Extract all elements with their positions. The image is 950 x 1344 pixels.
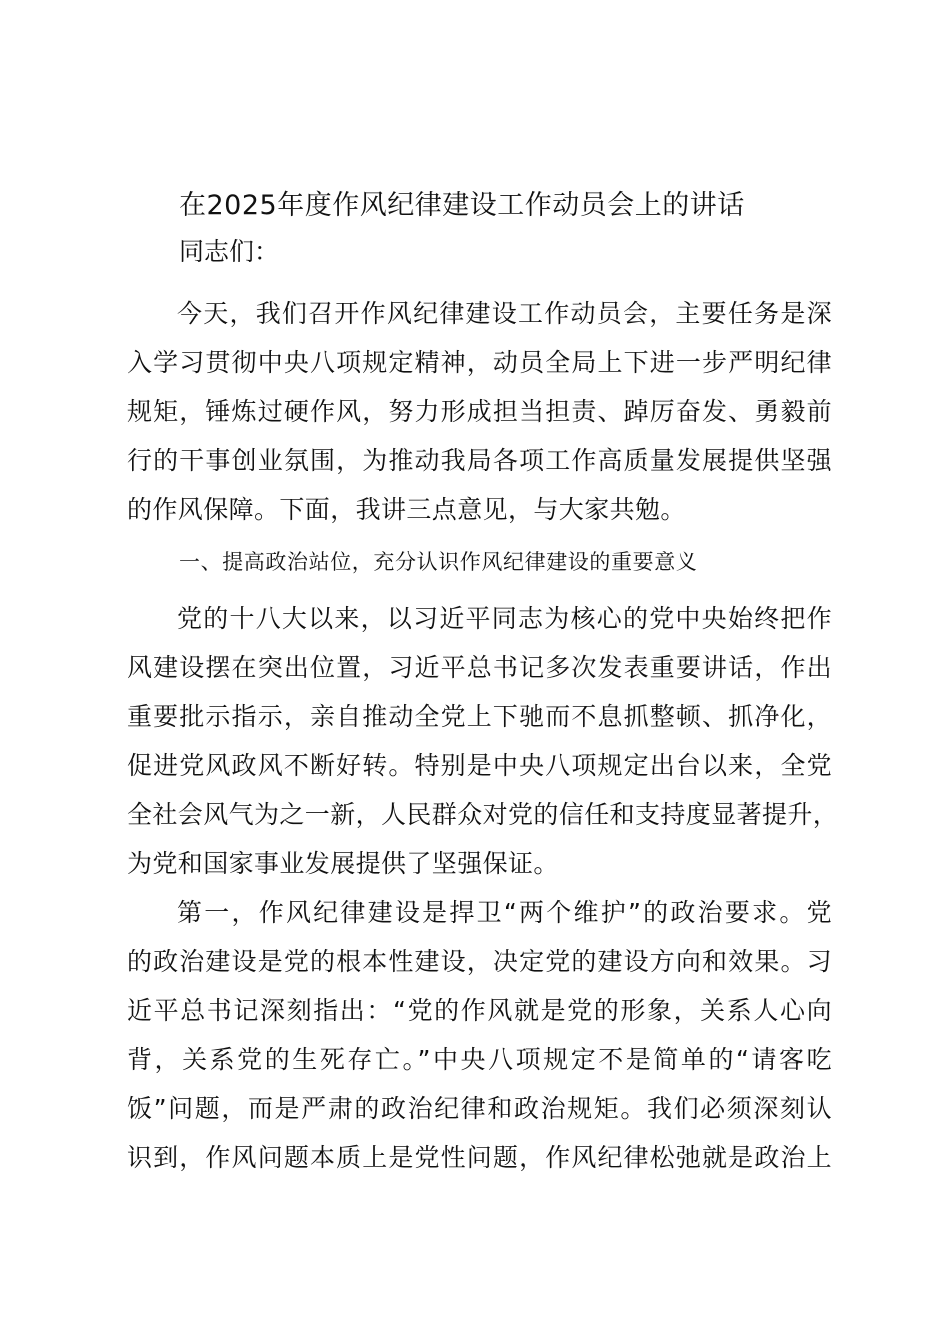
text-line: 行的干事创业氛围，为推动我局各项工作高质量发展提供坚强: [127, 446, 832, 475]
text-line: 党的十八大以来，以习近平同志为核心的党中央始终把作: [177, 604, 832, 633]
salutation: 同志们：: [179, 237, 280, 266]
text-line: 的政治建设是党的根本性建设，决定党的建设方向和效果。习: [127, 947, 832, 976]
text-line: 规矩，锤炼过硬作风，努力形成担当担责、踔厉奋发、勇毅前: [127, 397, 832, 426]
text-line: 识到，作风问题本质上是党性问题，作风纪律松弛就是政治上: [127, 1143, 832, 1172]
section-paragraph: [127, 594, 839, 888]
text-line: 的作风保障。下面，我讲三点意见，与大家共勉。: [127, 495, 686, 524]
section-heading: 一、提高政治站位，充分认识作风纪律建设的重要意义: [179, 550, 698, 574]
text-line: 近平总书记深刻指出：“党的作风就是党的形象，关系人心向: [127, 996, 832, 1025]
document-body: [127, 183, 839, 1182]
opening-paragraph: [127, 289, 832, 534]
section-paragraph: [127, 888, 832, 1182]
text-line: 背，关系党的生死存亡。”中央八项规定不是简单的“请客吃: [127, 1045, 832, 1074]
text-line: 全社会风气为之一新，人民群众对党的信任和支持度显著提升，: [127, 800, 839, 829]
text-line: 今天，我们召开作风纪律建设工作动员会，主要任务是深: [177, 299, 832, 328]
document-title: 在2025年度作风纪律建设工作动员会上的讲话: [179, 190, 745, 221]
text-line: 饭”问题，而是严肃的政治纪律和政治规矩。我们必须深刻认: [127, 1094, 832, 1123]
text-line: 为党和国家事业发展提供了坚强保证。: [127, 849, 559, 878]
text-line: 风建设摆在突出位置，习近平总书记多次发表重要讲话，作出: [127, 653, 832, 682]
text-line: 第一，作风纪律建设是捍卫“两个维护”的政治要求。党: [177, 898, 832, 927]
text-line: 促进党风政风不断好转。特别是中央八项规定出台以来，全党: [127, 751, 832, 780]
text-line: 重要批示指示，亲自推动全党上下驰而不息抓整顿、抓净化，: [127, 702, 832, 731]
text-line: 入学习贯彻中央八项规定精神，动员全局上下进一步严明纪律: [127, 348, 832, 377]
